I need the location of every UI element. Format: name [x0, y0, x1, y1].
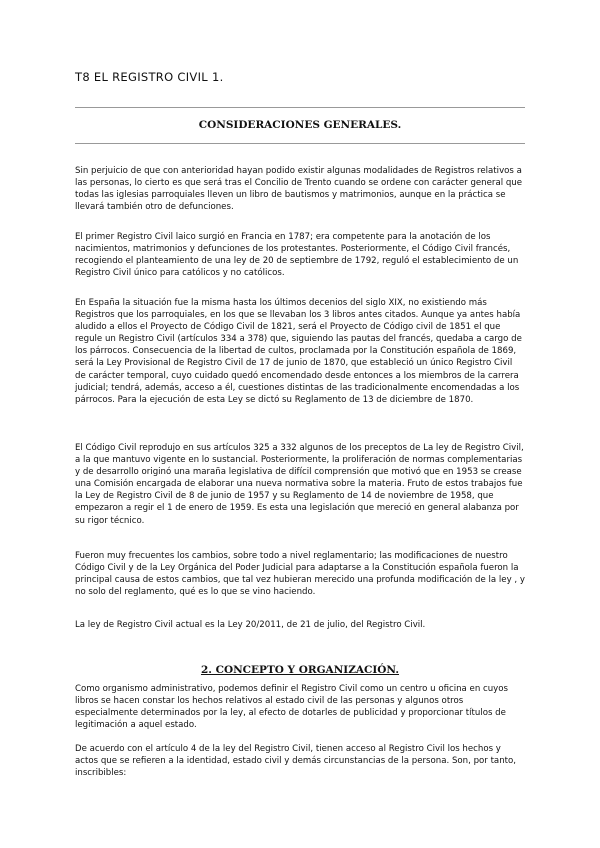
document-title: T8 EL REGISTRO CIVIL 1. — [75, 70, 224, 84]
paragraph: Como organismo administrativo, podemos definir el Registro Civil como un centro u oficina en cuyos libros se hacen constar los hechos relativos al estado civil de las personas y algunos otros especialmente determinados por la ley, al efecto de dotarles de publicidad y proporcionar títulos de legitimación a aquel estado. — [75, 684, 509, 731]
section-heading-concepto: 2. CONCEPTO Y ORGANIZACIÓN. — [200, 664, 400, 676]
paragraph: El Código Civil reprodujo en sus artículos 325 a 332 algunos de los preceptos de La ley de Registro Civil, a la que mantuvo vigente en lo sustancial. Posteriormente, la proliferación de normas complementarias y de desarrollo originó una maraña legislativa de difícil comprensión que motivó que en 1953 se crease una Comisión encargada de elaborar una nueva normativa sobre la materia. Fruto de estos trabajos fue la Ley de Registro Civil de 8 de junio de 1957 y su Reglamento de 14 de noviembre de 1958, que empezaron a regir el 1 de enero de 1959. Es esta una legislación que mereció en general alabanza por su rigor técnico. — [75, 443, 524, 526]
paragraph: Sin perjuicio de que con anterioridad hayan podido existir algunas modalidades de Registros relativos a las personas, lo cierto es que será tras el Concilio de Trento cuando se ordene con carácter general que todas las iglesias parroquiales lleven un libro de bautismos y matrimonios, aunque en la práctica se llevará también otro de defunciones. — [75, 166, 523, 213]
divider-under-heading — [75, 143, 525, 144]
paragraph: En España la situación fue la misma hasta los últimos decenios del siglo XIX, no existiendo más Registros que los parroquiales, en los que se llevaban los 3 libros antes citados. Aunque ya antes había aludido a ellos el Proyecto de Código Civil de 1821, será el Proyecto de Código civil de 1851 el que regule un Registro Civil (artículos 334 a 378) que, siguiendo las pautas del francés, quedaba a cargo de los párrocos. Consecuencia de la libertad de cultos, proclamada por la Constitución española de 1869, será la Ley Provisional de Registro Civil de 17 de junio de 1870, que estableció un único Registro Civil de carácter temporal, cuyo cuidado quedó encomendado desde entonces a los miembros de la carrera judicial; tendrá, además, acceso a él, cuestiones distintas de las tradicionalmente encomendadas a los párrocos. Para la ejecución de esta Ley se dictó su Reglamento de 13 de diciembre de 1870. — [75, 298, 522, 405]
divider-top — [75, 107, 525, 108]
paragraph: Fueron muy frecuentes los cambios, sobre todo a nivel reglamentario; las modificaciones de nuestro Código Civil y de la Ley Orgánica del Poder Judicial para adaptarse a la Constitución española fueron la principal causa de estos cambios, que tal vez hubieran merecido una profunda modificación de la ley , y no solo del reglamento, qué es lo que se vino haciendo. — [75, 551, 525, 598]
paragraph: El primer Registro Civil laico surgió en Francia en 1787; era competente para la anotación de los nacimientos, matrimonios y defunciones de los protestantes. Posteriormente, el Código Civil francés, recogiendo el planteamiento de una ley de 20 de septiembre de 1792, reguló el establecimiento de un Registro Civil único para católicos y no católicos. — [75, 232, 519, 279]
paragraph: De acuerdo con el artículo 4 de la ley del Registro Civil, tienen acceso al Registro Civil los hechos y actos que se refieren a la identidad, estado civil y demás circunstancias de la persona. Son, por tanto, inscribibles: — [75, 744, 517, 779]
section-heading-consideraciones: CONSIDERACIONES GENERALES. — [198, 119, 402, 131]
paragraph: La ley de Registro Civil actual es la Ley 20/2011, de 21 de julio, del Registro Civil. — [75, 620, 426, 630]
